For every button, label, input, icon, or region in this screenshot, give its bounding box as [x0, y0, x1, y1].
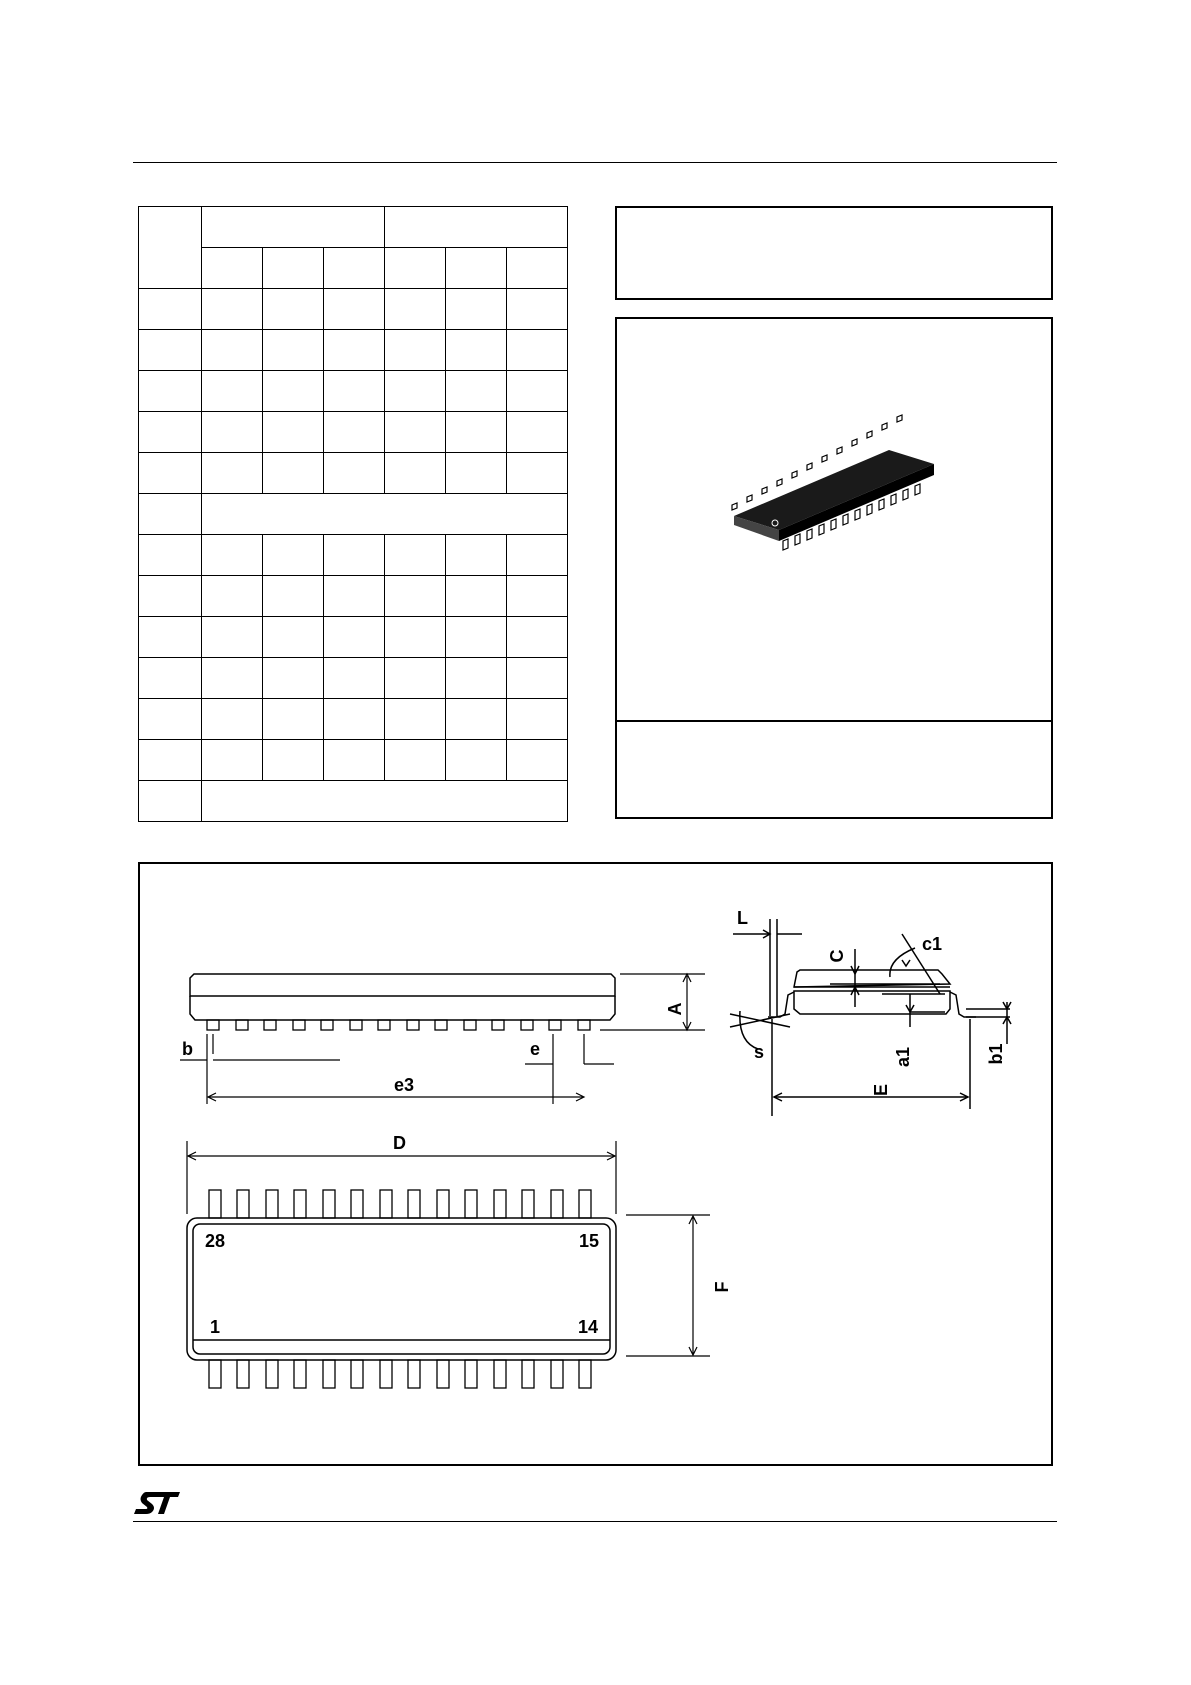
dimension-F [626, 1215, 710, 1356]
table-cell [385, 248, 446, 289]
top-view-pins-lower [209, 1360, 591, 1388]
table-cell [139, 535, 202, 576]
mechanical-drawing-box [138, 862, 1053, 1466]
table-cell [202, 699, 263, 740]
table-cell [324, 699, 385, 740]
st-logo-icon [134, 1490, 182, 1521]
table-cell [139, 576, 202, 617]
table-cell [446, 289, 507, 330]
table-cell [446, 371, 507, 412]
table-cell [385, 658, 446, 699]
table-cell [324, 576, 385, 617]
table-cell [324, 330, 385, 371]
label-s: s [754, 1042, 765, 1062]
table-cell [263, 699, 324, 740]
table-cell [139, 658, 202, 699]
top-view-pins-upper [209, 1190, 591, 1218]
label-b: b [182, 1039, 193, 1059]
table-cell [385, 289, 446, 330]
table-subheader-row [139, 248, 568, 289]
table-cell [139, 453, 202, 494]
label-b1: b1 [986, 1043, 1006, 1065]
table-cell [324, 371, 385, 412]
package-image-box [615, 317, 1053, 819]
header-rule [133, 162, 1057, 163]
table-cell [446, 453, 507, 494]
table-cell [507, 658, 568, 699]
table-cell [202, 453, 263, 494]
table-cell [202, 371, 263, 412]
table-cell [507, 453, 568, 494]
table-cell [324, 453, 385, 494]
table-cell [139, 371, 202, 412]
table-row [139, 494, 568, 535]
table-cell [202, 412, 263, 453]
label-e: e [530, 1039, 541, 1059]
table-cell [263, 412, 324, 453]
table-cell [324, 412, 385, 453]
table-cell [507, 371, 568, 412]
table-cell [139, 781, 202, 822]
table-cell [139, 330, 202, 371]
table-cell [139, 617, 202, 658]
table-row [139, 535, 568, 576]
table-cell [202, 658, 263, 699]
label-E: E [871, 1083, 891, 1097]
package-name-box [615, 206, 1053, 300]
side-view [190, 974, 615, 1030]
dimensions-table [138, 206, 568, 822]
table-cell [446, 617, 507, 658]
table-cell [446, 740, 507, 781]
table-cell [385, 576, 446, 617]
table-cell [324, 289, 385, 330]
table-row [139, 699, 568, 740]
table-cell [446, 658, 507, 699]
pin-label-15: 15 [579, 1231, 600, 1251]
table-cell [507, 535, 568, 576]
table-cell [385, 330, 446, 371]
table-cell [202, 740, 263, 781]
pin-label-14: 14 [578, 1317, 599, 1337]
table-cell [139, 740, 202, 781]
table-row [139, 658, 568, 699]
label-L: L [737, 908, 748, 928]
package-image-divider [617, 720, 1051, 722]
table-cell [139, 412, 202, 453]
table-cell [507, 740, 568, 781]
table-cell [385, 740, 446, 781]
footer-rule [133, 1521, 1057, 1522]
table-cell [385, 617, 446, 658]
table-group-header [385, 207, 568, 248]
table-cell [263, 658, 324, 699]
table-cell [507, 699, 568, 740]
table-cell [324, 617, 385, 658]
table-row [139, 781, 568, 822]
table-cell [263, 330, 324, 371]
label-F: F [712, 1281, 732, 1293]
table-cell [507, 330, 568, 371]
table-cell [446, 576, 507, 617]
side-view-pins [207, 1020, 590, 1030]
table-cell [324, 248, 385, 289]
table-group-header [202, 207, 385, 248]
table-cell [139, 207, 202, 289]
table-row [139, 289, 568, 330]
table-cell-merged [202, 781, 568, 822]
label-A: A [665, 1002, 685, 1016]
label-a1: a1 [893, 1046, 913, 1068]
table-row [139, 617, 568, 658]
table-row [139, 330, 568, 371]
table-row [139, 576, 568, 617]
package-3d-image [617, 319, 1051, 719]
table-row [139, 412, 568, 453]
table-row [139, 371, 568, 412]
table-cell [507, 289, 568, 330]
table-cell [507, 412, 568, 453]
table-cell [324, 658, 385, 699]
table-cell [263, 248, 324, 289]
table-cell [202, 248, 263, 289]
table-header-row [139, 207, 568, 248]
top-view [187, 1190, 616, 1388]
table-cell [507, 576, 568, 617]
label-C: C [827, 949, 847, 963]
table-cell [324, 740, 385, 781]
table-cell [446, 412, 507, 453]
table-cell [202, 576, 263, 617]
table-cell [139, 494, 202, 535]
pin-label-28: 28 [205, 1231, 226, 1251]
table-cell [139, 699, 202, 740]
label-e3: e3 [394, 1075, 415, 1095]
table-cell [202, 617, 263, 658]
table-cell [263, 453, 324, 494]
mechanical-drawing [140, 864, 1051, 1464]
table-cell [385, 371, 446, 412]
table-cell [385, 412, 446, 453]
table-cell [263, 535, 324, 576]
label-D: D [393, 1133, 406, 1153]
table-cell-merged [202, 494, 568, 535]
table-cell [507, 617, 568, 658]
table-cell [385, 453, 446, 494]
table-cell [385, 535, 446, 576]
table-cell [263, 617, 324, 658]
table-cell [202, 289, 263, 330]
table-row [139, 740, 568, 781]
table-cell [446, 248, 507, 289]
table-cell [263, 576, 324, 617]
table-cell [202, 535, 263, 576]
pin-label-1: 1 [210, 1317, 221, 1337]
table-cell [263, 289, 324, 330]
table-cell [446, 330, 507, 371]
table-cell [263, 371, 324, 412]
table-cell [446, 535, 507, 576]
label-c1: c1 [922, 934, 943, 954]
table-cell [263, 740, 324, 781]
table-cell [139, 289, 202, 330]
table-row [139, 453, 568, 494]
table-cell [202, 330, 263, 371]
table-cell [507, 248, 568, 289]
table-cell [446, 699, 507, 740]
table-cell [385, 699, 446, 740]
table-cell [324, 535, 385, 576]
